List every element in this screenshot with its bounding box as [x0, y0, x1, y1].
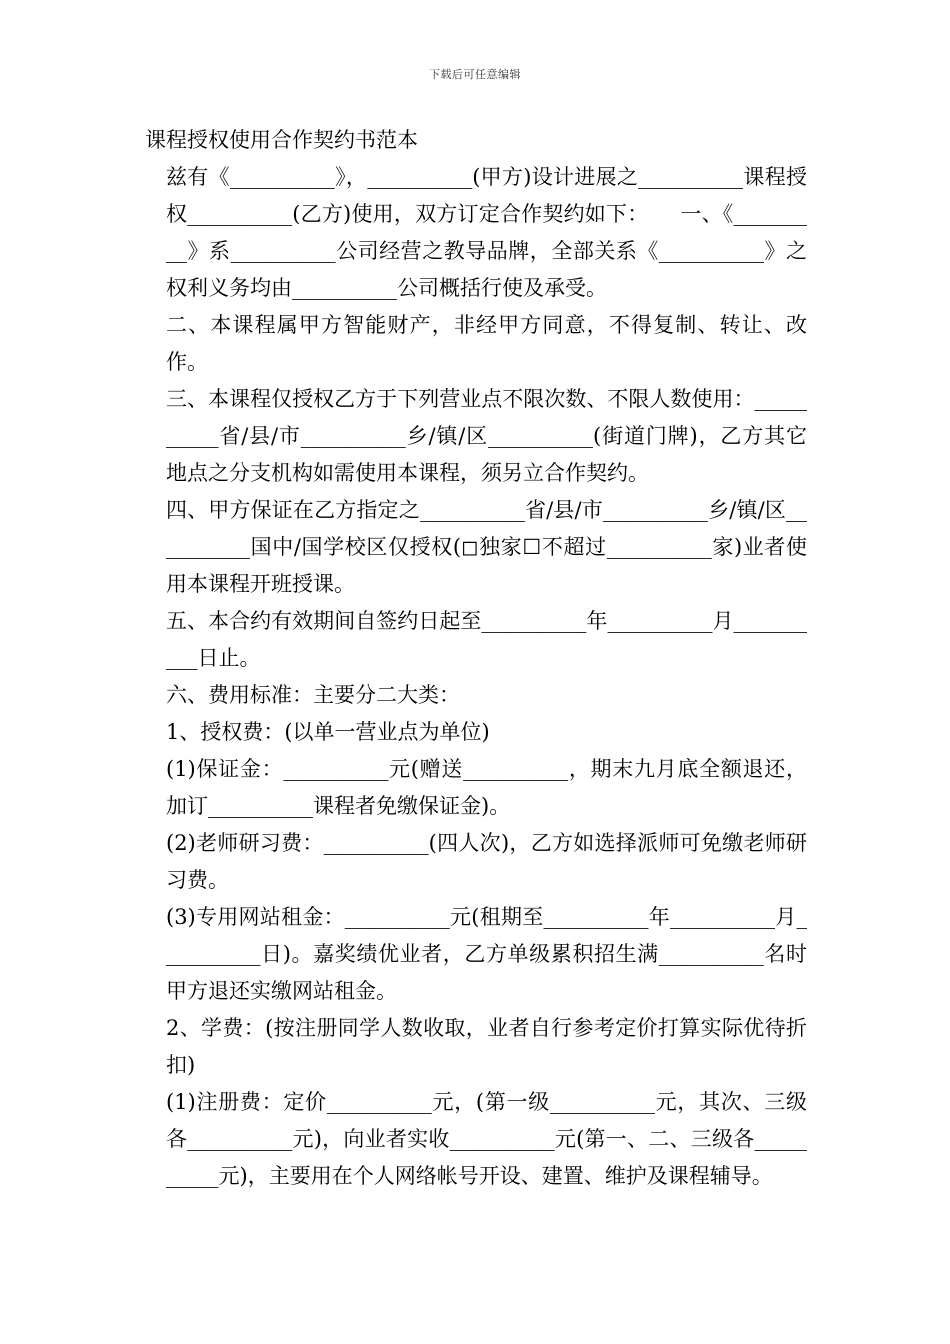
paragraph-license-fee: 1、授权费：(以单一营业点为单位) [166, 720, 490, 744]
paragraph-teacher-training-fee: (2)老师研习费：__________(四人次)，乙方如选择派师可免缴老师研习费。 [166, 831, 807, 892]
document-title: 课程授权使用合作契约书范本 [145, 128, 418, 152]
paragraph-clause-3: 三、本课程仅授权乙方于下列营业点不限次数、不限人数使用：__________省/县/市__________乡/镇/区__________(街道门牌)，乙方其它地点之分支机构如需使用本课程，须另立合作契约。 [166, 387, 807, 485]
paragraph-deposit: (1)保证金：__________元(赠送__________，期末九月底全额退还，加订__________课程者免缴保证金)。 [166, 757, 807, 818]
document-body [145, 122, 807, 1195]
paragraph-clause-4: 四、甲方保证在乙方指定之__________省/县/市__________乡/镇/区__________国中/国学校区仅授权(◻独家☐不超过__________家)业者使用本课程开班授课。 [166, 498, 807, 596]
paragraph-preamble-clause-1: 兹有《__________》，__________(甲方)设计进展之__________课程授权__________(乙方)使用，双方订定合作契约如下： 一、《_________》系__________公司经营之教导品牌，全部关系《__________》之权利义务均由__________公司概括行使及承受。 [166, 165, 807, 300]
paragraph-website-rent: (3)专用网站租金：__________元(租期至__________年__________月__________日)。嘉奖绩优业者，乙方单级累积招生满__________名时甲方退还实缴网站租金。 [166, 905, 807, 1003]
paragraph-tuition: 2、学费：(按注册同学人数收取，业者自行参考定价打算实际优待折扣) [166, 1016, 807, 1077]
paragraph-registration-fee: (1)注册费：定价__________元，(第一级__________元，其次、三级各__________元)，向业者实收__________元(第一、二、三级各__________元)，主要用在个人网络帐号开设、建置、维护及课程辅导。 [166, 1090, 807, 1188]
page-header-note: 下载后可任意编辑 [429, 68, 521, 81]
paragraph-clause-6: 六、费用标准：主要分二大类： [166, 683, 460, 707]
paragraph-clause-5: 五、本合约有效期间自签约日起至__________年__________月__________日止。 [166, 609, 807, 670]
paragraph-clause-2: 二、本课程属甲方智能财产，非经甲方同意，不得复制、转让、改作。 [166, 313, 807, 374]
